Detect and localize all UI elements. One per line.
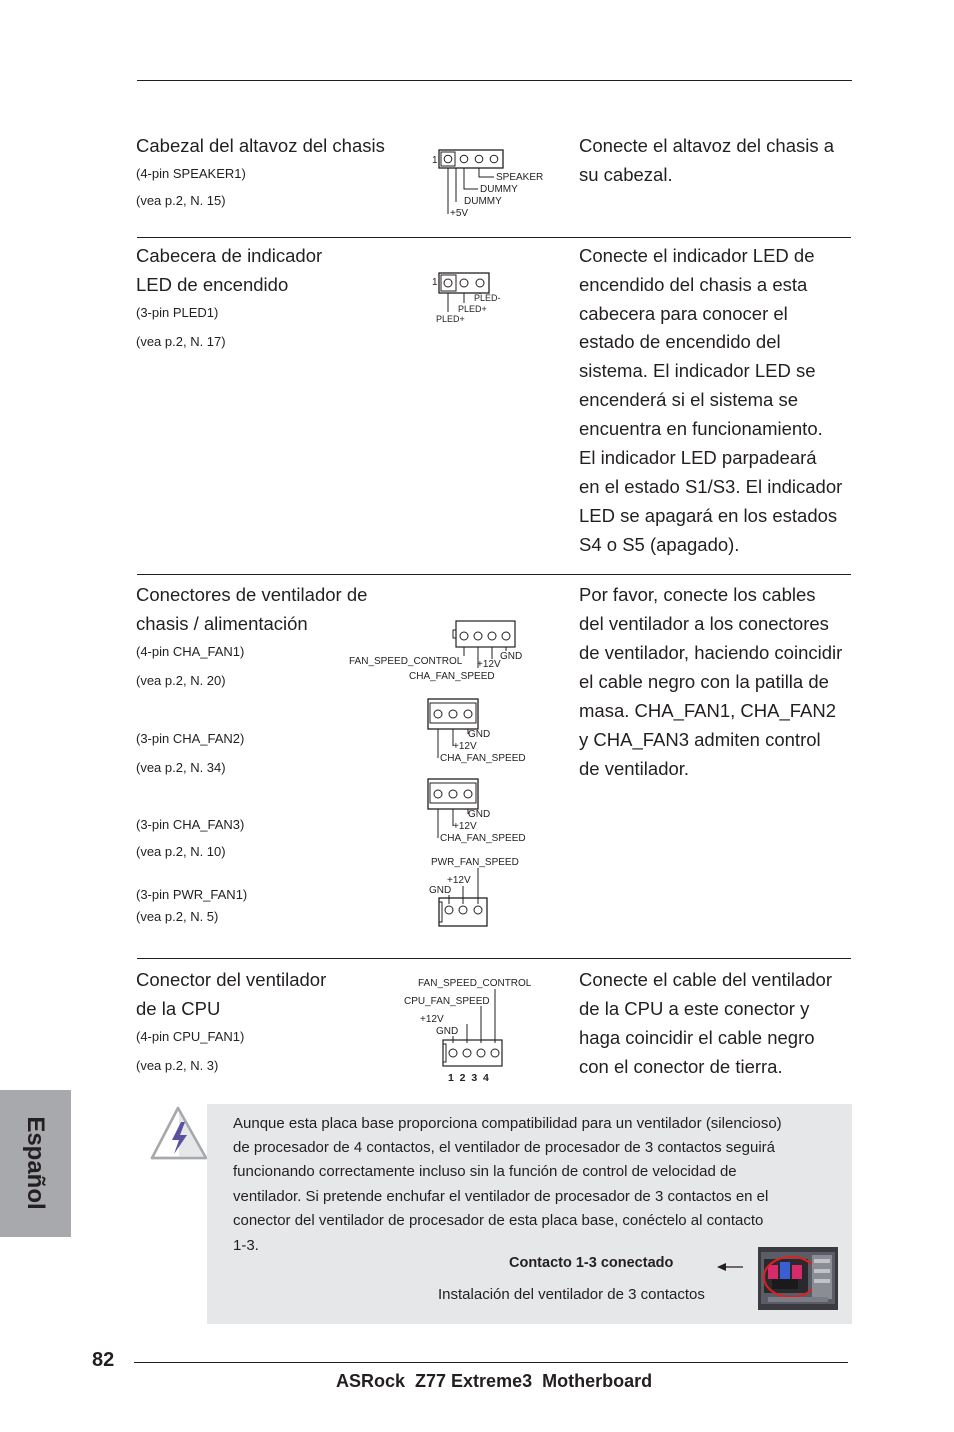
arrow-left-icon <box>715 1260 745 1274</box>
diagram-label: +12V <box>447 875 471 886</box>
diagram-label: PLED- <box>474 293 501 303</box>
diagram-label: GND <box>429 885 452 896</box>
diagram-label: DUMMY <box>464 196 502 207</box>
diagram-label: GND <box>500 651 523 662</box>
section-divider <box>137 958 851 959</box>
diagram-label: PLED+ <box>436 314 465 324</box>
section-divider <box>137 574 851 575</box>
page-reference: (vea p.2, N. 5) <box>136 909 219 924</box>
diagram-label: GND <box>468 729 491 740</box>
pin-label: (4-pin CHA_FAN1) <box>136 644 245 659</box>
diagram-label: CHA_FAN_SPEED <box>409 671 495 682</box>
note-line: Aunque esta placa base proporciona compatibilidad para un ventilador (silencioso) <box>233 1115 782 1132</box>
speaker-header-diagram <box>430 146 545 221</box>
diagram-label: CPU_FAN_SPEED <box>404 996 490 1007</box>
page-reference: (vea p.2, N. 17) <box>136 334 226 349</box>
pin-label: (4-pin CPU_FAN1) <box>136 1029 245 1044</box>
diagram-label: CHA_FAN_SPEED <box>440 753 526 764</box>
diagram-label: +12V <box>453 741 477 752</box>
diagram-label: GND <box>468 809 491 820</box>
diagram-label: FAN_SPEED_CONTROL <box>349 656 463 667</box>
diagram-label: +12V <box>420 1014 444 1025</box>
diagram-label: DUMMY <box>480 184 518 195</box>
diagram-label: GND <box>436 1026 459 1037</box>
diagram-label: +12V <box>453 821 477 832</box>
pin-label: (3-pin PLED1) <box>136 305 219 320</box>
page-reference: (vea p.2, N. 20) <box>136 673 226 688</box>
page-reference: (vea p.2, N. 15) <box>136 193 226 208</box>
section-title: LED de encendido <box>136 274 289 295</box>
diagram-label: +5V <box>450 208 469 219</box>
diagram-label: +12V <box>477 659 501 670</box>
pin-label: (4-pin SPEAKER1) <box>136 166 246 181</box>
language-tab-label: Español <box>22 1116 49 1210</box>
page-reference: (vea p.2, N. 3) <box>136 1058 219 1073</box>
warning-lightning-icon <box>148 1104 210 1164</box>
cha-fan2-diagram <box>425 696 535 768</box>
pled-header-diagram <box>430 268 520 328</box>
pin-numbers: 1 2 3 4 <box>448 1072 489 1084</box>
language-tab <box>0 1090 71 1237</box>
page-number: 82 <box>92 1349 115 1371</box>
pin-label: (3-pin PWR_FAN1) <box>136 887 248 902</box>
section-title: Conector del ventilador <box>136 969 327 990</box>
page-reference: (vea p.2, N. 34) <box>136 760 226 775</box>
note-line: de procesador de 4 contactos, el ventilador de procesador de 3 contactos seguirá <box>233 1139 776 1156</box>
page-reference: (vea p.2, N. 10) <box>136 844 226 859</box>
section-title: de la CPU <box>136 998 221 1019</box>
cha-fan1-diagram <box>345 618 535 684</box>
section-divider <box>137 237 851 238</box>
section-title: Cabecera de indicador <box>136 245 323 266</box>
footer-rule <box>134 1362 848 1363</box>
diagram-label: FAN_SPEED_CONTROL <box>418 978 532 989</box>
note-line: ventilador. Si pretende enchufar el ventilador de procesador de 3 contactos en el <box>233 1188 769 1205</box>
cpu-fan-diagram <box>400 972 540 1086</box>
pin1-marker: 1 <box>432 277 438 288</box>
callout-label: Contacto 1-3 conectado <box>509 1255 674 1271</box>
note-line: funcionando correctamente incluso sin la función de control de velocidad de <box>233 1163 737 1180</box>
diagram-label: PLED+ <box>458 304 487 314</box>
section-title: chasis / alimentación <box>136 613 308 634</box>
diagram-label: SPEAKER <box>496 172 544 183</box>
diagram-label: PWR_FAN_SPEED <box>431 857 519 868</box>
note-line: conector del ventilador de procesador de esta placa base, conéctelo al contacto <box>233 1212 764 1229</box>
section-title: Conectores de ventilador de <box>136 584 368 605</box>
top-rule <box>137 80 852 81</box>
footer-product-name: ASRock Z77 Extreme3 Motherboard <box>336 1371 653 1391</box>
diagram-label: CHA_FAN_SPEED <box>440 833 526 844</box>
pwr-fan1-diagram <box>425 852 535 932</box>
note-box <box>207 1104 852 1324</box>
cha-fan3-diagram <box>425 776 535 848</box>
photo-caption: Instalación del ventilador de 3 contactos <box>438 1286 705 1303</box>
pin-label: (3-pin CHA_FAN3) <box>136 817 245 832</box>
fan-connector-photo <box>758 1247 838 1310</box>
pin-label: (3-pin CHA_FAN2) <box>136 731 245 746</box>
section-title: Cabezal del altavoz del chasis <box>136 135 385 156</box>
pin1-marker: 1 <box>432 155 438 166</box>
note-line: 1-3. <box>233 1237 259 1254</box>
